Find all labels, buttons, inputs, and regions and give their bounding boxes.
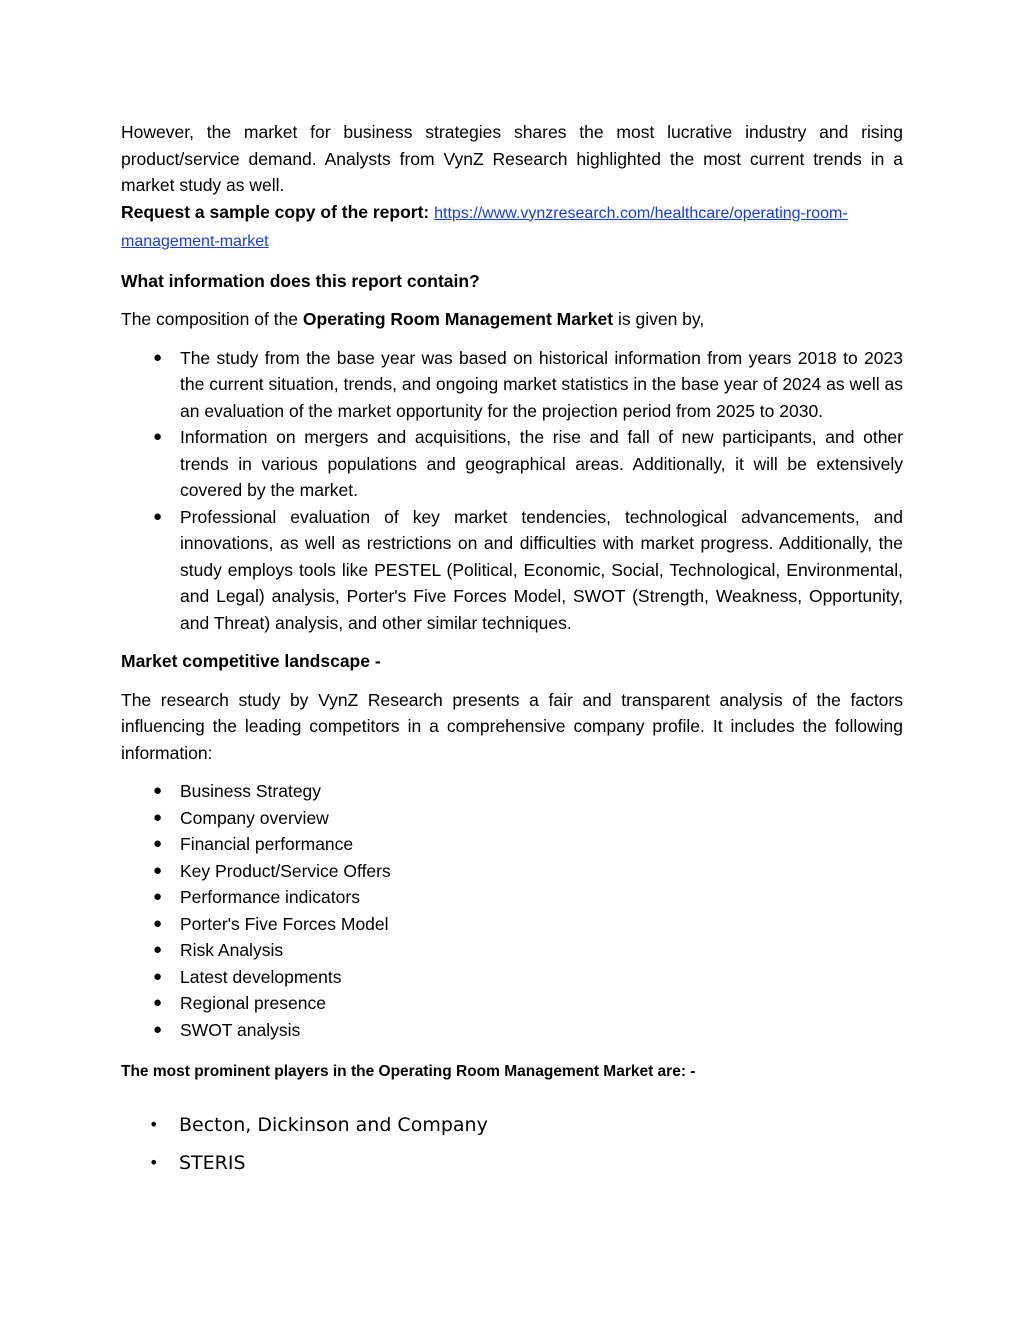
list-item [121, 504, 903, 637]
list-item [121, 911, 903, 938]
list-item [121, 858, 903, 885]
list-item [121, 831, 903, 858]
composition-after: is given by, [613, 309, 705, 329]
players-heading [121, 1059, 903, 1086]
list-item [121, 990, 903, 1017]
list-item-text: SWOT analysis [180, 1019, 301, 1040]
player-name: Becton, Dickinson and Company [179, 1113, 488, 1136]
bullet-icon: ● [153, 1020, 163, 1038]
list-item-text: Financial performance [180, 834, 354, 854]
info-heading-text: What information does this report contain? [121, 270, 480, 291]
bullet-icon: ● [153, 994, 163, 1011]
list-item-text: Business Strategy [180, 781, 322, 801]
bullet-icon: ● [153, 835, 163, 852]
list-item-text: Porter's Five Forces Model [180, 913, 389, 934]
bullet-icon: ● [153, 782, 163, 799]
list-item [121, 1017, 903, 1044]
composition-before: The composition of the [121, 309, 303, 329]
list-item [121, 778, 903, 805]
list-item-text: Latest developments [180, 966, 342, 987]
list-item [121, 937, 903, 964]
list-item-text: Professional evaluation of key market tendencies, technological advancements, and innovations, as well as restrictions on and difficulties with market progress. Additionally, the study employs tools like PESTEL (Political, Economic, Social, Technological, Environmental, and Legal) analysis, Porter's Five Forces Model, SWOT (Strength, Weakness, Opportunity, and Threat) analysis, and other similar techniques. [180, 506, 903, 633]
players-list [121, 1106, 903, 1182]
list-item-text: Information on mergers and acquisitions, the rise and fall of new participants, and other trends in various populations and geographical areas. Additionally, it will be extensively covered by the market. [180, 427, 903, 500]
composition-line [121, 306, 903, 333]
list-item-text: Risk Analysis [180, 940, 284, 960]
bullet-icon: ● [153, 967, 163, 985]
list-item-text: The study from the base year was based on historical information from years 2018 to 2023 the current situation, trends, and ongoing market statistics in the base year of 2024 as well as an evaluation of the market opportunity for the projection period from 2025 to 2030. [180, 347, 903, 421]
landscape-paragraph: The research study by VynZ Research presents a fair and transparent analysis of the factors influencing the leading competitors in a comprehensive company profile. It includes the following information: [121, 689, 903, 763]
landscape-heading [121, 648, 903, 675]
request-sample-line [121, 199, 903, 256]
composition-market-name: Operating Room Management Market [302, 309, 614, 329]
report-link[interactable]: https://www.vynzresearch.com/healthcare/operating-room-management-market [121, 204, 848, 250]
player-name: STERIS [179, 1151, 246, 1174]
bullet-icon: ● [153, 348, 163, 366]
bullet-icon: ● [153, 941, 163, 958]
bullet-icon: • [149, 1152, 159, 1172]
bullet-icon: ● [153, 808, 163, 826]
list-item-text: Company overview [180, 807, 329, 828]
list-item-text: Key Product/Service Offers [180, 860, 391, 881]
bullet-icon: • [149, 1114, 159, 1134]
bullet-icon: ● [153, 888, 163, 905]
list-item-text: Performance indicators [180, 887, 360, 907]
list-item [121, 964, 903, 991]
players-heading-text: The most prominent players in the Operating Room Management Market are: - [121, 1063, 696, 1080]
bullet-icon: ● [153, 861, 163, 879]
bullet-icon: ● [153, 428, 163, 445]
list-item [121, 1106, 903, 1144]
list-item [121, 805, 903, 832]
document-content [121, 119, 903, 1182]
list-item [121, 1144, 903, 1182]
intro-paragraph: However, the market for business strategies shares the most lucrative industry and rising product/service demand. Analysts from VynZ Research highlighted the most current trends in a market study as well. [121, 122, 903, 195]
list-item-text: Regional presence [180, 993, 326, 1013]
list-item [121, 884, 903, 911]
request-sample-label: Request a sample copy of the report: [121, 201, 430, 222]
landscape-heading-text: Market competitive landscape - [121, 651, 381, 671]
bullet-icon: ● [153, 914, 163, 932]
info-heading [121, 268, 903, 295]
bullet-icon: ● [153, 507, 163, 525]
list-item [121, 345, 903, 425]
report-points-list [121, 345, 903, 637]
list-item [121, 424, 903, 504]
profile-items-list [121, 778, 903, 1043]
